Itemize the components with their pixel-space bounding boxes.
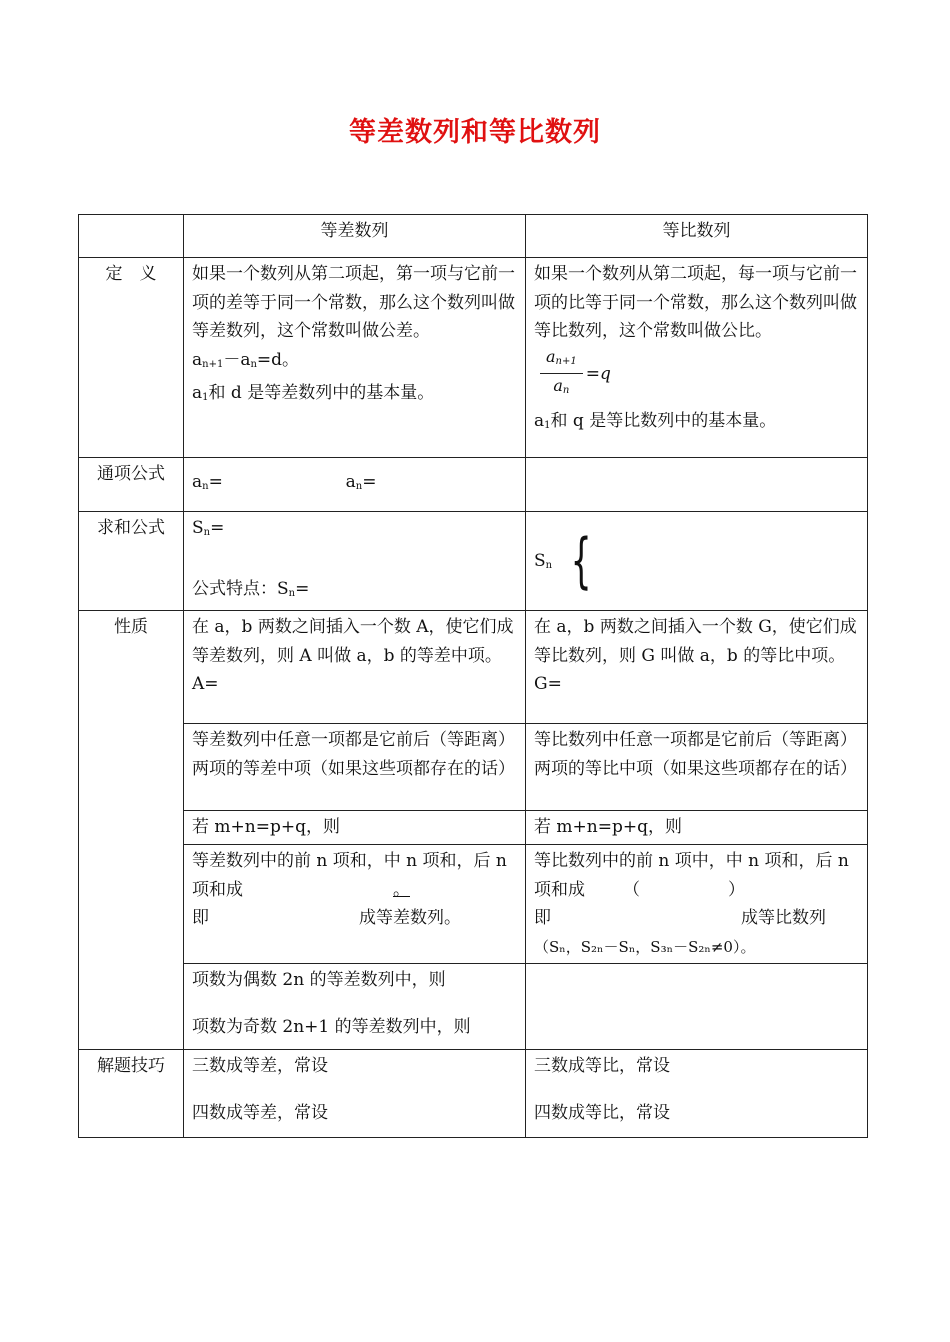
sum-arithmetic-feature: 公式特点：$S_n=$ [192, 578, 310, 599]
general-term-label: 通项公式 [79, 458, 184, 512]
general-term-geometric-cell [526, 458, 868, 512]
sum-arithmetic-formula: $S_n=$ [192, 518, 225, 538]
header-empty-cell [79, 215, 184, 258]
definition-geometric-cell [526, 258, 868, 458]
ratio-equals-q: =q [585, 363, 611, 384]
definition-arithmetic-cell [184, 258, 526, 458]
techniques-arithmetic: 三数成等差，常设 四数成等差，常设 [184, 1050, 526, 1138]
property-2-geometric: 等比数列中任意一项都是它前后（等距离）两项的等比中项（如果这些项都存在的话） [526, 724, 868, 811]
general-term-row [79, 458, 868, 512]
table-header-row [79, 215, 868, 258]
property-5-geometric [526, 964, 868, 1050]
property-3-geometric: 若 m+n=p+q，则 [526, 811, 868, 845]
techniques-geometric: 三数成等比，常设 四数成等比，常设 [526, 1050, 868, 1138]
sum-label: 求和公式 [79, 512, 184, 611]
definition-arithmetic-text: 如果一个数列从第二项起，第一项与它前一项的差等于同一个常数，那么这个数列叫做等差数列，这个常数叫做公差。 [192, 264, 515, 341]
sum-geometric-formula: $S_n$ [534, 550, 553, 571]
general-term-arithmetic-cell [184, 458, 526, 512]
sum-geometric-cell [526, 512, 868, 611]
definition-arithmetic-basic: $a_1$和 d 是等差数列中的基本量。 [192, 383, 435, 403]
property-5-arithmetic: 项数为偶数 2n 的等差数列中，则 项数为奇数 2n+1 的等差数列中，则 [184, 964, 526, 1050]
general-term-formula-2: $a_n=$ [345, 471, 377, 492]
page-title: 等差数列和等比数列 [349, 117, 601, 148]
definition-geometric-basic: $a_1$和 q 是等比数列中的基本量。 [534, 410, 777, 431]
header-geometric: 等比数列 [526, 215, 868, 258]
ratio-fraction: $\frac{a_{n+1}}{a_n}$ [540, 346, 583, 403]
property-row-4 [79, 845, 868, 964]
property-1-geometric: 在 a，b 两数之间插入一个数 G，使它们成等比数列，则 G 叫做 a，b 的等比中项。 G= [526, 611, 868, 724]
property-4-geometric: 等比数列中的前 n 项中，中 n 项和，后 n 项和成 （ ） 即 成等比数列 （Sₙ，S₂ₙ－Sₙ，S₃ₙ－S₂ₙ≠0）。 [526, 845, 868, 964]
definition-label: 定 义 [79, 258, 184, 458]
techniques-label: 解题技巧 [79, 1050, 184, 1138]
property-1-arithmetic: 在 a，b 两数之间插入一个数 A，使它们成等差数列，则 A 叫做 a，b 的等差中项。 A= [184, 611, 526, 724]
property-row-3 [79, 811, 868, 845]
properties-label: 性质 [79, 611, 184, 1050]
property-2-arithmetic: 等差数列中任意一项都是它前后（等距离）两项的等差中项（如果这些项都存在的话） [184, 724, 526, 811]
sum-arithmetic-cell [184, 512, 526, 611]
property-row-5 [79, 964, 868, 1050]
property-row-1 [79, 611, 868, 724]
definition-row [79, 258, 868, 458]
left-brace-icon: { [570, 526, 592, 596]
property-4-arithmetic: 等差数列中的前 n 项和，中 n 项和，后 n 项和成 。 即 成等差数列。 [184, 845, 526, 964]
definition-geometric-text: 如果一个数列从第二项起，每一项与它前一项的比等于同一个常数，那么这个数列叫做等比数列，这个常数叫做公比。 [534, 264, 857, 341]
definition-arithmetic-formula: $a_{n+1}-a_n=d$。 [192, 349, 300, 370]
header-arithmetic: 等差数列 [184, 215, 526, 258]
general-term-formula-1: $a_n=$ [192, 471, 223, 492]
sum-row [79, 512, 868, 611]
techniques-row [79, 1050, 868, 1138]
property-3-arithmetic: 若 m+n=p+q，则 [184, 811, 526, 845]
comparison-table [78, 214, 868, 1138]
property-row-2 [79, 724, 868, 811]
